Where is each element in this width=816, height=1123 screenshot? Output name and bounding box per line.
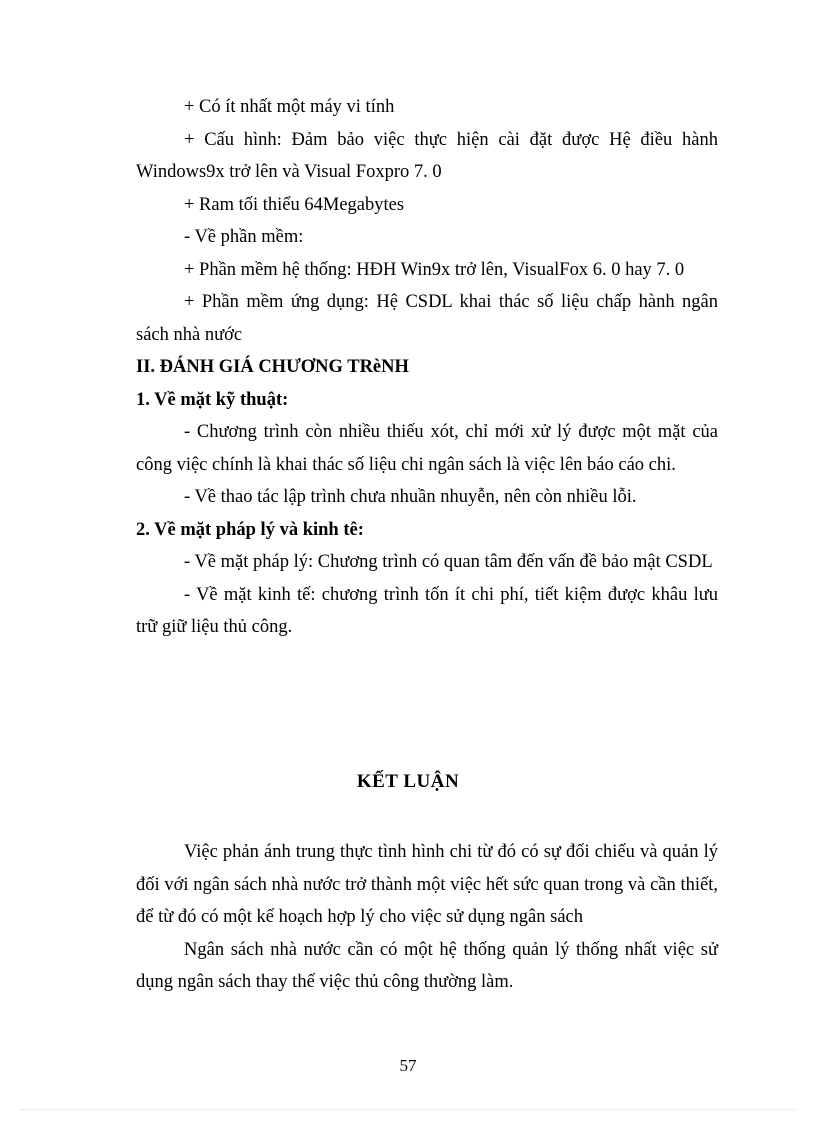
subsection-heading-legal: 2. Về mặt pháp lý và kinh tê: bbox=[136, 519, 364, 540]
section-heading: II. ĐÁNH GIÁ CHƯƠNG TRèNH bbox=[136, 357, 409, 377]
paragraph: + Phần mềm ứng dụng: Hệ CSDL khai thác số liệu chấp hành ngân sách nhà nước bbox=[136, 292, 718, 345]
conclusion-title: KẾT LUẬN bbox=[356, 771, 460, 792]
paragraph: + Cấu hình: Đảm bảo việc thực hiện cài đặt được Hệ điều hành Windows9x trở lên và Visual Foxpro 7. 0 bbox=[136, 129, 718, 182]
paragraph: - Về mặt pháp lý: Chương trình có quan tâm đến vấn đề bảo mật CSDL bbox=[184, 552, 713, 572]
paragraph: - Về phần mềm: bbox=[184, 227, 304, 247]
paragraph: + Có ít nhất một máy vi tính bbox=[184, 97, 395, 117]
page-number: 57 bbox=[399, 1056, 417, 1075]
subsection-heading-technical: 1. Về mặt kỹ thuật: bbox=[136, 389, 289, 410]
paragraph: - Chương trình còn nhiều thiếu xót, chỉ mới xử lý được một mặt của công việc chính là khai thác số liệu chi ngân sách là việc lên báo cáo chi. bbox=[136, 422, 718, 475]
paragraph: - Về mặt kinh tế: chương trình tốn ít chi phí, tiết kiệm được khâu lưu trữ giữ liệu thủ công. bbox=[136, 584, 718, 637]
paragraph: + Ram tối thiểu 64Megabytes bbox=[184, 194, 405, 215]
body-text-conclusion bbox=[136, 836, 718, 999]
paragraph: Ngân sách nhà nước cần có một hệ thống quản lý thống nhất việc sử dụng ngân sách thay thế việc thủ công thường làm. bbox=[136, 939, 718, 992]
paragraph: - Về thao tác lập trình chưa nhuần nhuyễn, nên còn nhiều lỗi. bbox=[184, 487, 637, 507]
paragraph: + Phần mềm hệ thống: HĐH Win9x trở lên, VisualFox 6. 0 hay 7. 0 bbox=[184, 259, 685, 280]
paragraph: Việc phản ánh trung thực tình hình chi từ đó có sự đối chiếu và quản lý đối với ngân sách nhà nước trở thành một việc hết sức quan trong và cần thiết, để từ đó có một kế hoạch hợp lý cho việc sử dụng ngân sách bbox=[136, 842, 718, 927]
page-bottom-divider bbox=[20, 1109, 796, 1110]
body-text-top bbox=[136, 91, 718, 644]
